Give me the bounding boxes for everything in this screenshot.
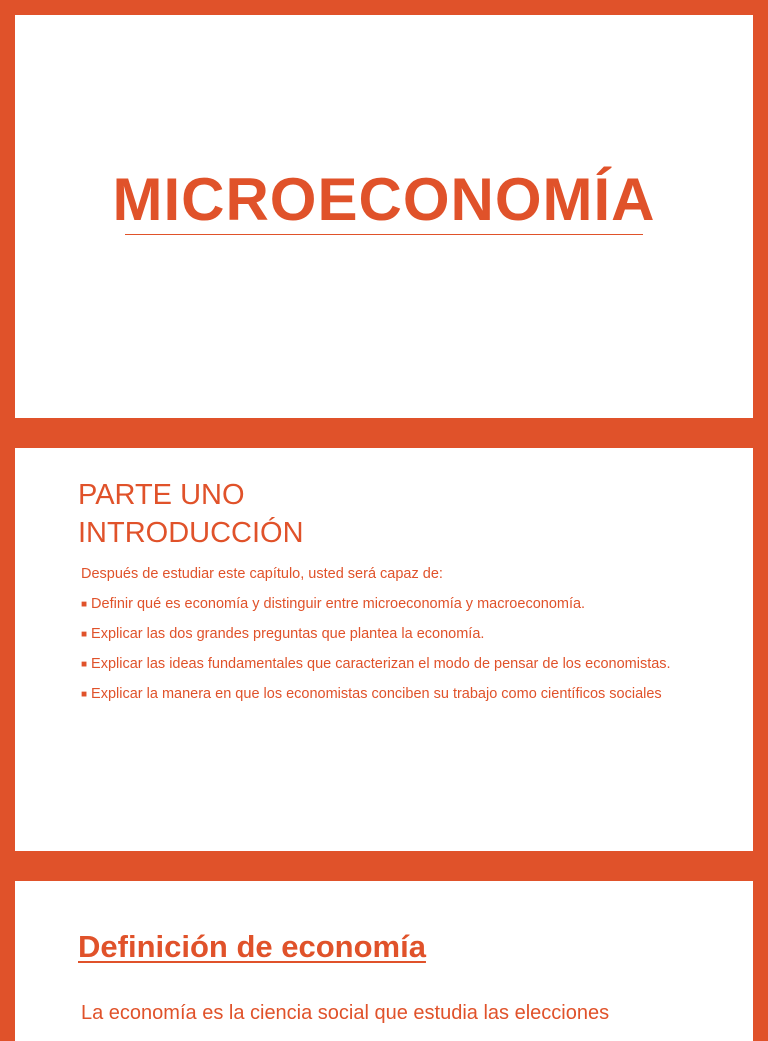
square-bullet-icon: ■ — [81, 689, 88, 700]
part-heading-line1: PARTE UNO — [78, 479, 245, 511]
square-bullet-icon: ■ — [81, 629, 88, 640]
square-bullet-icon: ■ — [81, 599, 88, 610]
objectives-list — [81, 565, 681, 715]
part-heading-line2: INTRODUCCIÓN — [78, 517, 304, 549]
objective-item — [81, 655, 681, 675]
definition-heading: Definición de economía — [78, 929, 426, 964]
objective-text: Explicar la manera en que los economistas conciben su trabajo como científicos sociales — [91, 686, 662, 702]
objective-item — [81, 595, 681, 615]
presentation-title: MICROECONOMÍA — [112, 166, 656, 233]
objective-text: Definir qué es economía y distinguir entre microeconomía y macroeconomía. — [91, 596, 586, 612]
title-divider — [125, 234, 643, 235]
objective-item — [81, 625, 681, 645]
definition-body: La economía es la ciencia social que estudia las elecciones — [81, 1002, 610, 1024]
objective-text: Explicar las dos grandes preguntas que plantea la economía. — [91, 626, 485, 642]
square-bullet-icon: ■ — [81, 659, 88, 670]
definition-slide — [15, 881, 753, 1041]
title-slide — [15, 15, 753, 418]
part-heading — [78, 476, 304, 552]
objective-text: Explicar las ideas fundamentales que caracterizan el modo de pensar de los economistas. — [91, 656, 671, 672]
intro-slide — [15, 448, 753, 851]
objective-item — [81, 685, 681, 705]
objectives-lead: Después de estudiar este capítulo, usted será capaz de: — [81, 566, 443, 582]
